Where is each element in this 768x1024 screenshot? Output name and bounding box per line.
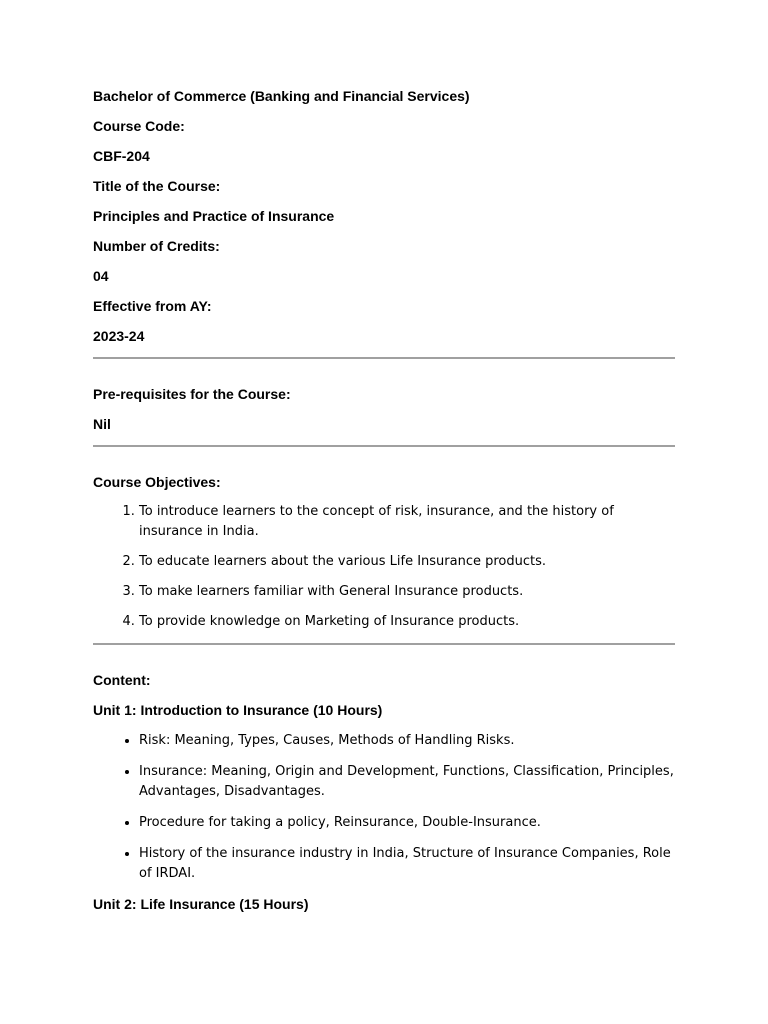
objective-item: 1. To introduce learners to the concept of risk, insurance, and the history of insurance in India. xyxy=(139,502,675,542)
topic-item: • History of the insurance industry in India, Structure of Insurance Companies, Role of IRDAI. xyxy=(139,843,675,884)
content-label: Content: xyxy=(93,672,151,688)
section-divider xyxy=(93,643,675,645)
unit-2-title: Unit 2: Life Insurance (15 Hours) xyxy=(93,896,309,912)
objective-item: 2. To educate learners about the various Life Insurance products. xyxy=(139,552,675,572)
objective-item: 3. To make learners familiar with General Insurance products. xyxy=(139,582,675,602)
credits-value: 04 xyxy=(93,268,109,284)
course-title-value: Principles and Practice of Insurance xyxy=(93,208,335,224)
unit-1-title: Unit 1: Introduction to Insurance (10 Hours) xyxy=(93,702,383,718)
topic-item: • Insurance: Meaning, Origin and Development, Functions, Classification, Principles, Advantages, Disadvantages. xyxy=(139,761,675,802)
effective-value: 2023-24 xyxy=(93,328,145,344)
course-code-value: CBF-204 xyxy=(93,148,150,164)
prerequisites-value: Nil xyxy=(93,416,111,432)
section-divider xyxy=(93,357,675,359)
objectives-list xyxy=(93,502,675,632)
topic-item: • Procedure for taking a policy, Reinsurance, Double-Insurance. xyxy=(139,812,675,833)
objective-item: 4. To provide knowledge on Marketing of Insurance products. xyxy=(139,612,675,632)
unit-1-topics xyxy=(93,730,675,884)
course-code-label: Course Code: xyxy=(93,118,185,134)
objectives-label: Course Objectives: xyxy=(93,474,221,490)
credits-label: Number of Credits: xyxy=(93,238,220,254)
topic-item: • Risk: Meaning, Types, Causes, Methods of Handling Risks. xyxy=(139,730,675,751)
course-title-label: Title of the Course: xyxy=(93,178,221,194)
program-name: Bachelor of Commerce (Banking and Financial Services) xyxy=(93,88,470,104)
section-divider xyxy=(93,445,675,447)
effective-label: Effective from AY: xyxy=(93,298,212,314)
prerequisites-label: Pre-requisites for the Course: xyxy=(93,386,291,402)
